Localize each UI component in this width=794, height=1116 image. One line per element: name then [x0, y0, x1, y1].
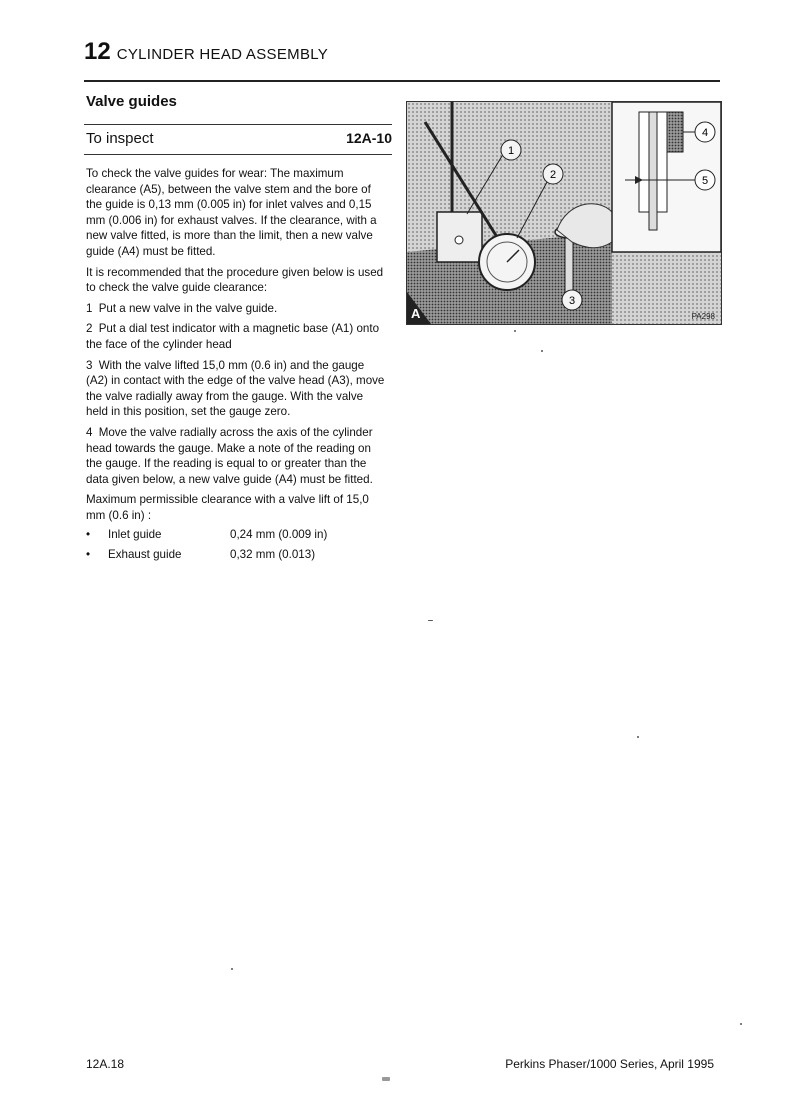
spec-value: 0,32 mm (0.013): [230, 548, 316, 562]
scan-speck: [428, 620, 433, 621]
spec-row-inlet: [86, 527, 386, 543]
scan-speck: [637, 736, 639, 738]
chapter-title: CYLINDER HEAD ASSEMBLY: [116, 46, 329, 63]
inset-guide-knurl: [667, 112, 683, 152]
step-number: 2: [86, 322, 93, 336]
step-text: With the valve lifted 15,0 mm (0.6 in) and the gauge (A2) in contact with the edge of the valve head (A3), move the valve radially away from the gauge. With the valve held in this position, set the gauge zero.: [86, 358, 385, 419]
header-divider: [84, 80, 720, 82]
intro-paragraph: To check the valve guides for wear: The maximum clearance (A5), between the valve stem and the bore of the guide is 0,13 mm (0.005 in) for inlet valves and 0,15 mm (0.006 in) for exhaust valves. If the clearance, with a new valve fitted, is more than the limit, then a new valve guide (A4) must be fitted.: [86, 167, 377, 258]
spec-row-exhaust: [86, 547, 386, 563]
valve-stem: [565, 234, 573, 294]
callout-1-label: 1: [507, 145, 515, 157]
chapter-number: 12: [84, 38, 111, 65]
subheading-title: To inspect: [86, 130, 154, 147]
step-number: 4: [86, 425, 93, 439]
page-header: [84, 38, 720, 66]
scan-speck: [541, 350, 543, 352]
step-4: [86, 425, 386, 487]
base-knob: [455, 236, 463, 244]
operation-reference: 12A-10: [346, 130, 392, 146]
spec-intro: Maximum permissible clearance with a valve lift of 15,0 mm (0.6 in) :: [86, 493, 369, 522]
spec-value: 0,24 mm (0.009 in): [230, 528, 328, 542]
spec-label: Inlet guide: [108, 528, 162, 542]
step-1: [86, 301, 386, 317]
section-title: Valve guides: [86, 93, 177, 110]
illustration-svg: [407, 102, 721, 324]
footer-page-number: 12A.18: [86, 1057, 125, 1071]
footer-publication: Perkins Phaser/1000 Series, April 1995: [505, 1057, 714, 1071]
callout-3-label: 3: [568, 295, 576, 307]
subheading-row: [86, 130, 392, 147]
subheading-divider: [84, 154, 392, 155]
step-text: Put a new valve in the valve guide.: [98, 301, 278, 315]
step-2: [86, 321, 386, 352]
inset-valve-stem: [649, 112, 657, 230]
figure-code: PA298: [691, 312, 715, 321]
step-number: 1: [86, 301, 93, 315]
spec-label: Exhaust guide: [108, 548, 182, 562]
scan-speck: [231, 968, 233, 970]
step-text: Move the valve radially across the axis of the cylinder head towards the gauge. Make a note of the reading on the gauge. If the reading is equal to or greater than the data given below, a new valve guide (A4) must be fitted.: [86, 425, 373, 486]
recommendation-paragraph: It is recommended that the procedure given below is used to check the valve guide clearance:: [86, 265, 384, 295]
callout-4-label: 4: [701, 127, 709, 139]
scan-speck: [740, 1023, 742, 1025]
figure-letter: A: [411, 306, 421, 321]
bullet: •: [86, 548, 91, 562]
callout-2-label: 2: [549, 169, 557, 181]
step-text: Put a dial test indicator with a magnetic base (A1) onto the face of the cylinder head: [86, 322, 380, 351]
section-divider: [84, 124, 392, 125]
spec-list: [86, 527, 386, 562]
step-number: 3: [86, 358, 93, 372]
scan-speck: [514, 330, 516, 332]
bullet: •: [86, 528, 91, 542]
body-text: [86, 166, 386, 567]
callout-5-label: 5: [701, 175, 709, 187]
scan-speck: [382, 1077, 390, 1081]
valve-guide-illustration: [406, 101, 722, 325]
step-3: [86, 358, 386, 420]
